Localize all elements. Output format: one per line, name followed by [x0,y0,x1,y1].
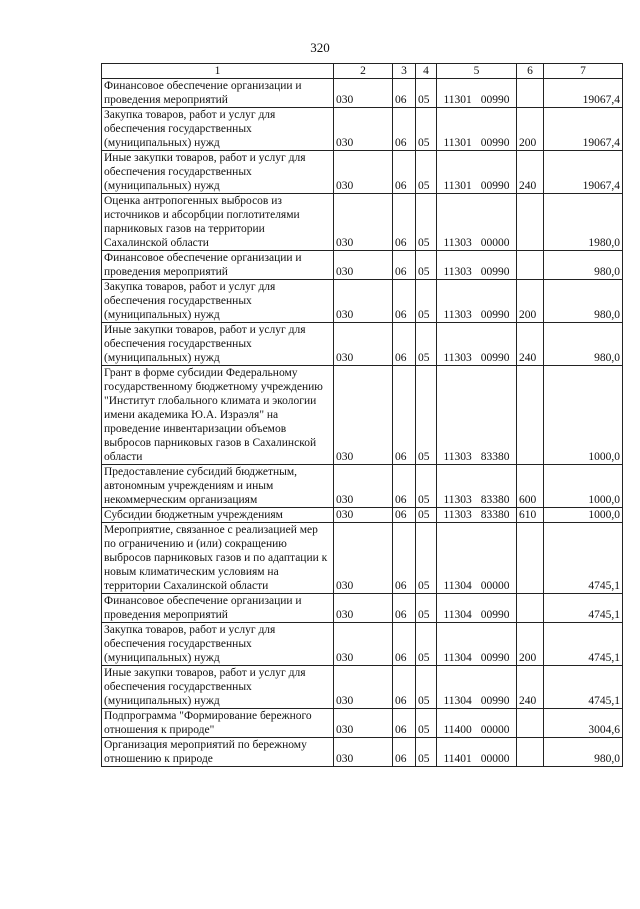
row-target-code-cell [437,251,517,280]
row-amount-cell: 4745,1 [544,623,623,666]
target-code-part-b: 00000 [480,724,510,736]
row-target-code-cell [437,151,517,194]
row-section-cell: 06 [393,465,416,508]
row-name-cell: Иные закупки товаров, работ и услуг для обеспечения государственных (муниципальных) нужд [102,323,334,366]
table-row [102,366,623,465]
target-code-part-b: 00990 [480,609,510,621]
table-row [102,738,623,767]
budget-table [101,63,623,767]
target-code-part-b: 83380 [480,509,510,521]
target-code-part-a: 11303 [443,309,472,321]
table-row [102,251,623,280]
row-section-cell: 06 [393,508,416,523]
row-section-cell: 06 [393,623,416,666]
row-section-cell: 06 [393,666,416,709]
row-name-cell: Закупка товаров, работ и услуг для обеспечения государственных (муниципальных) нужд [102,108,334,151]
target-code-part-a: 11301 [443,137,472,149]
header-cell: 7 [544,64,623,79]
table-row [102,523,623,594]
row-expense-type-cell [517,79,544,108]
header-cell: 6 [517,64,544,79]
row-expense-type-cell [517,366,544,465]
row-expense-type-cell: 200 [517,108,544,151]
target-code-part-b: 00000 [480,237,510,249]
row-section-cell: 06 [393,523,416,594]
row-target-code-cell [437,323,517,366]
row-amount-cell: 4745,1 [544,594,623,623]
row-subsection-cell: 05 [416,366,437,465]
row-target-code-cell [437,508,517,523]
row-admin-code-cell: 030 [334,194,393,251]
row-subsection-cell: 05 [416,465,437,508]
row-amount-cell: 4745,1 [544,523,623,594]
row-subsection-cell: 05 [416,709,437,738]
row-name-cell: Иные закупки товаров, работ и услуг для обеспечения государственных (муниципальных) нужд [102,151,334,194]
header-cell: 1 [102,64,334,79]
row-section-cell: 06 [393,594,416,623]
target-code-part-a: 11303 [443,266,472,278]
row-admin-code-cell: 030 [334,465,393,508]
row-admin-code-cell: 030 [334,508,393,523]
row-section-cell: 06 [393,251,416,280]
row-expense-type-cell [517,251,544,280]
target-code-part-b: 00990 [480,94,510,106]
row-amount-cell: 4745,1 [544,666,623,709]
row-subsection-cell: 05 [416,508,437,523]
row-amount-cell: 19067,4 [544,108,623,151]
target-code-part-a: 11301 [443,94,472,106]
table-row [102,594,623,623]
row-amount-cell: 980,0 [544,251,623,280]
row-section-cell: 06 [393,366,416,465]
row-subsection-cell: 05 [416,108,437,151]
row-target-code-cell [437,709,517,738]
row-admin-code-cell: 030 [334,623,393,666]
row-name-cell: Финансовое обеспечение организации и проведения мероприятий [102,594,334,623]
row-amount-cell: 1980,0 [544,194,623,251]
row-target-code-cell [437,523,517,594]
row-expense-type-cell [517,594,544,623]
table-row [102,194,623,251]
row-subsection-cell: 05 [416,79,437,108]
target-code-part-b: 00990 [480,137,510,149]
row-target-code-cell [437,666,517,709]
row-admin-code-cell: 030 [334,280,393,323]
row-target-code-cell [437,738,517,767]
target-code-part-b: 00990 [480,695,510,707]
table-row [102,465,623,508]
row-admin-code-cell: 030 [334,251,393,280]
row-subsection-cell: 05 [416,280,437,323]
row-subsection-cell: 05 [416,738,437,767]
row-target-code-cell [437,280,517,323]
row-subsection-cell: 05 [416,151,437,194]
target-code-part-a: 11401 [443,753,472,765]
row-subsection-cell: 05 [416,323,437,366]
row-expense-type-cell [517,194,544,251]
row-subsection-cell: 05 [416,594,437,623]
row-amount-cell: 1000,0 [544,366,623,465]
row-subsection-cell: 05 [416,623,437,666]
row-expense-type-cell [517,738,544,767]
header-cell: 3 [393,64,416,79]
row-name-cell: Подпрограмма "Формирование бережного отношения к природе" [102,709,334,738]
target-code-part-a: 11304 [443,695,472,707]
row-expense-type-cell [517,523,544,594]
row-expense-type-cell: 240 [517,151,544,194]
row-section-cell: 06 [393,194,416,251]
row-amount-cell: 1000,0 [544,508,623,523]
row-expense-type-cell: 200 [517,623,544,666]
row-amount-cell: 1000,0 [544,465,623,508]
row-amount-cell: 980,0 [544,280,623,323]
row-section-cell: 06 [393,108,416,151]
row-target-code-cell [437,465,517,508]
target-code-part-b: 00000 [480,580,510,592]
target-code-part-a: 11304 [443,580,472,592]
row-amount-cell: 19067,4 [544,151,623,194]
page-number: 320 [310,40,330,55]
target-code-part-b: 83380 [480,451,510,463]
table-row [102,79,623,108]
row-expense-type-cell: 610 [517,508,544,523]
row-name-cell: Субсидии бюджетным учреждениям [102,508,334,523]
row-name-cell: Предоставление субсидий бюджетным, автономным учреждениям и иным некоммерческим организациям [102,465,334,508]
row-section-cell: 06 [393,709,416,738]
table-row [102,323,623,366]
row-expense-type-cell: 600 [517,465,544,508]
target-code-part-a: 11303 [443,237,472,249]
row-admin-code-cell: 030 [334,709,393,738]
row-subsection-cell: 05 [416,251,437,280]
row-admin-code-cell: 030 [334,594,393,623]
row-name-cell: Финансовое обеспечение организации и проведения мероприятий [102,79,334,108]
row-section-cell: 06 [393,79,416,108]
table-row [102,151,623,194]
row-admin-code-cell: 030 [334,666,393,709]
target-code-part-a: 11400 [443,724,472,736]
row-amount-cell: 3004,6 [544,709,623,738]
row-target-code-cell [437,108,517,151]
row-admin-code-cell: 030 [334,79,393,108]
target-code-part-a: 11304 [443,652,472,664]
table-header-row [102,64,623,79]
row-subsection-cell: 05 [416,523,437,594]
row-admin-code-cell: 030 [334,323,393,366]
target-code-part-a: 11304 [443,609,472,621]
target-code-part-b: 00990 [480,352,510,364]
row-subsection-cell: 05 [416,194,437,251]
row-name-cell: Иные закупки товаров, работ и услуг для обеспечения государственных (муниципальных) нужд [102,666,334,709]
row-admin-code-cell: 030 [334,366,393,465]
table-row [102,108,623,151]
row-target-code-cell [437,366,517,465]
table-row [102,623,623,666]
table-row [102,709,623,738]
row-admin-code-cell: 030 [334,108,393,151]
row-admin-code-cell: 030 [334,151,393,194]
target-code-part-b: 00990 [480,309,510,321]
row-name-cell: Закупка товаров, работ и услуг для обеспечения государственных (муниципальных) нужд [102,280,334,323]
row-expense-type-cell: 240 [517,323,544,366]
row-section-cell: 06 [393,280,416,323]
row-name-cell: Финансовое обеспечение организации и проведения мероприятий [102,251,334,280]
row-target-code-cell [437,594,517,623]
row-name-cell: Мероприятие, связанное с реализацией мер по ограничению и (или) сокращению выбросов парниковых газов и по адаптации к новым климатическим условиям на территории Сахалинской области [102,523,334,594]
row-section-cell: 06 [393,738,416,767]
row-expense-type-cell: 240 [517,666,544,709]
target-code-part-b: 00990 [480,180,510,192]
row-expense-type-cell: 200 [517,280,544,323]
table-row [102,508,623,523]
target-code-part-b: 83380 [480,494,510,506]
row-name-cell: Грант в форме субсидии Федеральному государственному бюджетному учреждению "Институт глобального климата и экологии имени академика Ю.А. Израэля" на проведение инвентаризации объемов выбросов парниковых газов в Сахалинской области [102,366,334,465]
header-cell: 2 [334,64,393,79]
target-code-part-a: 11301 [443,180,472,192]
table-row [102,280,623,323]
row-section-cell: 06 [393,151,416,194]
row-target-code-cell [437,623,517,666]
row-section-cell: 06 [393,323,416,366]
row-amount-cell: 980,0 [544,738,623,767]
target-code-part-b: 00000 [480,753,510,765]
header-cell: 4 [416,64,437,79]
row-amount-cell: 19067,4 [544,79,623,108]
target-code-part-a: 11303 [443,451,472,463]
row-admin-code-cell: 030 [334,738,393,767]
row-target-code-cell [437,194,517,251]
row-name-cell: Организация мероприятий по бережному отношению к природе [102,738,334,767]
row-name-cell: Оценка антропогенных выбросов из источников и абсорбции поглотителями парниковых газов на территории Сахалинской области [102,194,334,251]
target-code-part-b: 00990 [480,266,510,278]
row-name-cell: Закупка товаров, работ и услуг для обеспечения государственных (муниципальных) нужд [102,623,334,666]
row-expense-type-cell [517,709,544,738]
row-amount-cell: 980,0 [544,323,623,366]
target-code-part-a: 11303 [443,509,472,521]
row-admin-code-cell: 030 [334,523,393,594]
header-cell: 5 [437,64,517,79]
table-row [102,666,623,709]
row-target-code-cell [437,79,517,108]
target-code-part-a: 11303 [443,494,472,506]
target-code-part-b: 00990 [480,652,510,664]
row-subsection-cell: 05 [416,666,437,709]
target-code-part-a: 11303 [443,352,472,364]
